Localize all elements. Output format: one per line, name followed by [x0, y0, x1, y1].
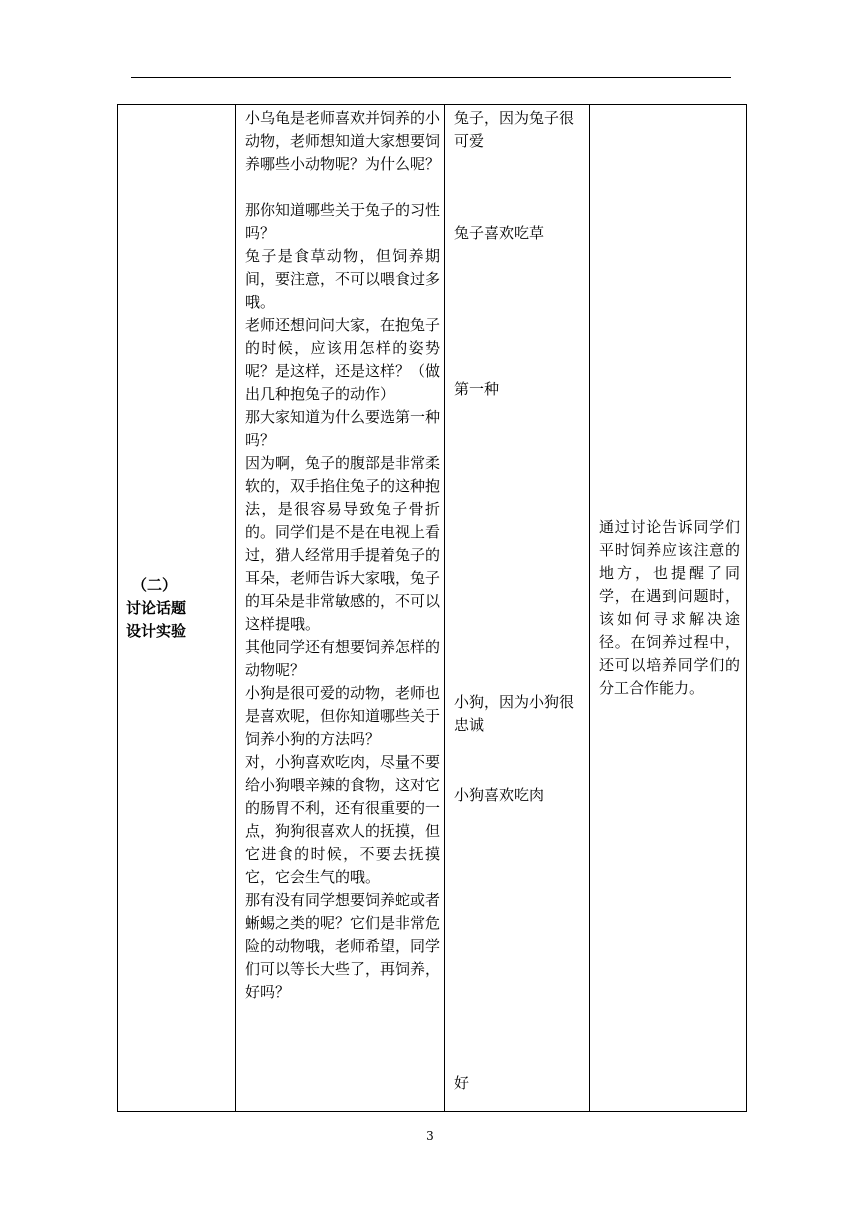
student-response: 小狗喜欢吃肉: [454, 786, 545, 804]
student-response: 第一种: [454, 380, 500, 398]
teacher-paragraph: 那有没有同学想要饲养蛇或者蜥蜴之类的呢？它们是非常危险的动物哦，老师希望，同学们可以等长大些了，再饲养，好吗？: [245, 891, 441, 1001]
teacher-paragraph: 那大家知道为什么要选第一种吗？: [245, 408, 441, 449]
student-response-cell: [445, 105, 590, 1112]
design-intent-cell: [590, 105, 747, 1112]
design-intent-text: 通过讨论告诉同学们平时饲养应该注意的地方，也提醒了同学，在遇到问题时，该如何寻求解决途径。在饲养过程中，还可以培养同学们的分工合作能力。: [599, 518, 740, 697]
student-response: 小狗，因为小狗很忠诚: [454, 693, 575, 734]
stage-title-line2: 设计实验: [126, 621, 187, 640]
stage-title-line1: 讨论话题: [126, 598, 187, 617]
stage-cell: [118, 105, 236, 1112]
teacher-paragraph: 对，小狗喜欢吃肉，尽量不要给小狗喂辛辣的食物，这对它的肠胃不利，还有很重要的一点，狗狗很喜欢人的抚摸，但它进食的时候，不要去抚摸它，它会生气的哦。: [245, 753, 441, 886]
teacher-activity-cell: [236, 105, 445, 1112]
header-rule: [131, 77, 731, 78]
stage-number: （二）: [132, 575, 178, 594]
teacher-paragraph: 其他同学还有想要饲养怎样的动物呢？: [245, 638, 441, 679]
teacher-paragraph: 小乌龟是老师喜欢并饲养的小动物，老师想知道大家想要饲养哪些小动物呢？为什么呢？: [245, 109, 441, 173]
teacher-paragraph: 因为啊，兔子的腹部是非常柔软的，双手掐住兔子的这种抱法，是很容易导致兔子骨折的。同学们是不是在电视上看过，猎人经常用手提着兔子的耳朵，老师告诉大家哦，兔子的耳朵是非常敏感的，不可以这样提哦。: [245, 454, 441, 633]
lesson-plan-table: [117, 104, 747, 1112]
teacher-paragraph: 小狗是很可爱的动物，老师也是喜欢呢，但你知道哪些关于饲养小狗的方法吗？: [245, 684, 441, 748]
teacher-paragraph: 老师还想问问大家，在抱兔子的时候，应该用怎样的姿势呢？是这样，还是这样？（做出几种抱兔子的动作）: [245, 316, 441, 403]
teacher-paragraph: 那你知道哪些关于兔子的习性吗？: [245, 201, 441, 242]
page-number: 3: [426, 1129, 434, 1143]
student-response: 好: [454, 1074, 470, 1092]
stage-label: [118, 574, 235, 643]
student-response: 兔子喜欢吃草: [454, 224, 545, 242]
table-row: [118, 105, 747, 1112]
student-response: 兔子，因为兔子很可爱: [454, 109, 575, 150]
teacher-paragraph: 兔子是食草动物，但饲养期间，要注意，不可以喂食过多哦。: [245, 247, 441, 311]
